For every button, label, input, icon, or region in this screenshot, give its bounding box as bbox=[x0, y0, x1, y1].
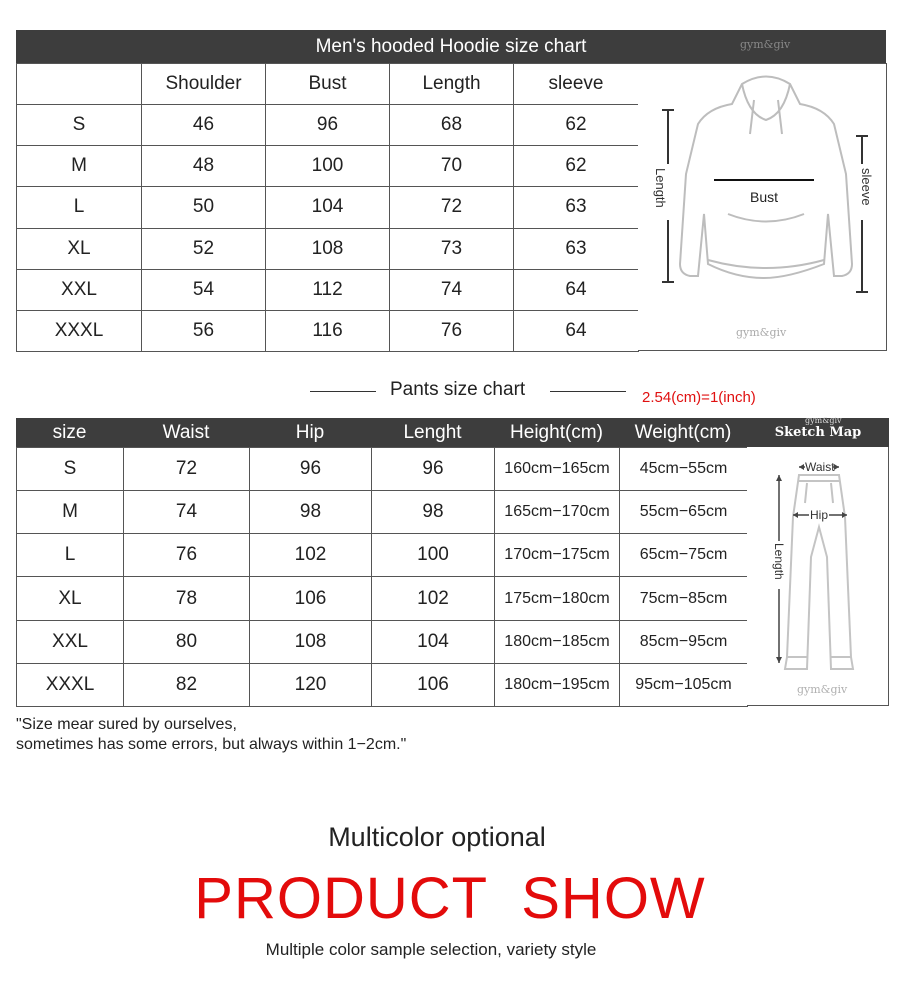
size-cell: XXL bbox=[17, 269, 142, 310]
measurement-cell: 100 bbox=[266, 146, 390, 187]
hoodie-sketch-svg bbox=[638, 64, 886, 351]
column-header-length: Lenght bbox=[403, 421, 462, 443]
measurement-cell: 63 bbox=[514, 187, 639, 228]
measurement-cell: 52 bbox=[142, 228, 266, 269]
measurement-cell: 62 bbox=[514, 105, 639, 146]
sketch-map-header bbox=[747, 418, 889, 447]
table-row bbox=[17, 146, 639, 187]
table-row bbox=[17, 620, 748, 663]
column-header-cell: Bust bbox=[266, 64, 390, 105]
measurement-cell: 96 bbox=[372, 448, 495, 491]
watermark-logo: gym&giv bbox=[740, 38, 791, 51]
measurement-cell: 108 bbox=[250, 620, 372, 663]
table-row bbox=[17, 534, 748, 577]
sleeve-label: sleeve bbox=[859, 168, 874, 206]
product-show-subcaption: Multiple color sample selection, variety style bbox=[265, 940, 597, 959]
measurement-cell: 170cm−175cm bbox=[495, 534, 620, 577]
pants-sketch-svg bbox=[747, 447, 888, 705]
measurement-cell: 75cm−85cm bbox=[620, 577, 748, 620]
measurement-cell: 106 bbox=[372, 663, 495, 706]
column-header-cell: sleeve bbox=[514, 64, 639, 105]
pants-table-header bbox=[16, 418, 747, 447]
column-header-hip: Hip bbox=[295, 421, 325, 443]
measurement-cell: 100 bbox=[372, 534, 495, 577]
measurement-note bbox=[16, 715, 406, 755]
size-cell: XL bbox=[17, 577, 124, 620]
column-header-weight: Weight(cm) bbox=[634, 421, 732, 443]
sketch-map-label: Sketch Map bbox=[774, 425, 862, 440]
length-label: Length bbox=[772, 543, 786, 580]
measurement-cell: 74 bbox=[124, 491, 250, 534]
table-row bbox=[17, 187, 639, 228]
measurement-cell: 106 bbox=[250, 577, 372, 620]
measurement-cell: 104 bbox=[372, 620, 495, 663]
measurement-cell: 72 bbox=[390, 187, 514, 228]
size-cell: S bbox=[17, 105, 142, 146]
column-header-cell: Length bbox=[390, 64, 514, 105]
measurement-cell: 120 bbox=[250, 663, 372, 706]
measurement-cell: 76 bbox=[390, 310, 514, 351]
measurement-cell: 116 bbox=[266, 310, 390, 351]
measurement-cell: 64 bbox=[514, 310, 639, 351]
size-cell: M bbox=[17, 491, 124, 534]
size-cell: L bbox=[17, 534, 124, 577]
measurement-cell: 78 bbox=[124, 577, 250, 620]
measurement-cell: 104 bbox=[266, 187, 390, 228]
measurement-cell: 45cm−55cm bbox=[620, 448, 748, 491]
size-cell: M bbox=[17, 146, 142, 187]
title-divider-left bbox=[310, 391, 376, 392]
measurement-cell: 96 bbox=[250, 448, 372, 491]
hoodie-chart-title bbox=[16, 30, 886, 63]
measurement-cell: 72 bbox=[124, 448, 250, 491]
measurement-cell: 165cm−170cm bbox=[495, 491, 620, 534]
measurement-cell: 98 bbox=[372, 491, 495, 534]
table-row bbox=[17, 577, 748, 620]
measurement-note-line-2: sometimes has some errors, but always within 1−2cm." bbox=[16, 736, 407, 753]
column-header-size: size bbox=[52, 421, 87, 443]
measurement-cell: 180cm−195cm bbox=[495, 663, 620, 706]
table-row bbox=[17, 491, 748, 534]
table-row bbox=[17, 228, 639, 269]
measurement-cell: 102 bbox=[250, 534, 372, 577]
measurement-cell: 70 bbox=[390, 146, 514, 187]
measurement-cell: 48 bbox=[142, 146, 266, 187]
measurement-cell: 98 bbox=[250, 491, 372, 534]
hoodie-sketch-image bbox=[638, 63, 887, 351]
measurement-cell: 65cm−75cm bbox=[620, 534, 748, 577]
measurement-cell: 63 bbox=[514, 228, 639, 269]
size-cell: L bbox=[17, 187, 142, 228]
measurement-cell: 82 bbox=[124, 663, 250, 706]
measurement-cell: 73 bbox=[390, 228, 514, 269]
measurement-cell: 62 bbox=[514, 146, 639, 187]
watermark-logo: gym&giv bbox=[797, 683, 848, 696]
unit-conversion-note: 2.54(cm)=1(inch) bbox=[642, 389, 756, 406]
measurement-cell: 85cm−95cm bbox=[620, 620, 748, 663]
measurement-cell: 112 bbox=[266, 269, 390, 310]
table-row bbox=[17, 310, 639, 351]
measurement-cell: 56 bbox=[142, 310, 266, 351]
measurement-cell: 102 bbox=[372, 577, 495, 620]
measurement-note-line-1: "Size mear sured by ourselves, bbox=[16, 716, 237, 733]
size-cell: XL bbox=[17, 228, 142, 269]
size-cell: S bbox=[17, 448, 124, 491]
pants-chart-title-row bbox=[310, 377, 630, 405]
pants-size-table bbox=[16, 447, 748, 707]
title-divider-right bbox=[550, 391, 626, 392]
watermark-logo: gym&giv bbox=[805, 416, 842, 425]
measurement-cell: 54 bbox=[142, 269, 266, 310]
measurement-cell: 64 bbox=[514, 269, 639, 310]
measurement-cell: 80 bbox=[124, 620, 250, 663]
size-cell: XXL bbox=[17, 620, 124, 663]
hoodie-size-table bbox=[16, 63, 639, 352]
table-row bbox=[17, 448, 748, 491]
hoodie-chart-title-text: Men's hooded Hoodie size chart bbox=[315, 35, 587, 57]
size-cell: XXXL bbox=[17, 310, 142, 351]
length-label: Length bbox=[653, 168, 668, 208]
measurement-cell: 108 bbox=[266, 228, 390, 269]
watermark-logo: gym&giv bbox=[736, 326, 787, 339]
table-row bbox=[17, 269, 639, 310]
product-show-headline: PRODUCT SHOW bbox=[194, 866, 706, 931]
measurement-cell: 175cm−180cm bbox=[495, 577, 620, 620]
column-header-height: Height(cm) bbox=[510, 421, 603, 443]
corner-cell bbox=[17, 64, 142, 105]
multicolor-heading: Multicolor optional bbox=[328, 822, 546, 852]
measurement-cell: 160cm−165cm bbox=[495, 448, 620, 491]
pants-sketch-image bbox=[747, 447, 889, 706]
measurement-cell: 96 bbox=[266, 105, 390, 146]
hoodie-header-row bbox=[17, 64, 639, 105]
measurement-cell: 55cm−65cm bbox=[620, 491, 748, 534]
pants-chart-title: Pants size chart bbox=[390, 379, 526, 400]
bust-label: Bust bbox=[750, 189, 779, 205]
measurement-cell: 46 bbox=[142, 105, 266, 146]
table-row bbox=[17, 105, 639, 146]
measurement-cell: 50 bbox=[142, 187, 266, 228]
table-row bbox=[17, 663, 748, 706]
measurement-cell: 74 bbox=[390, 269, 514, 310]
measurement-cell: 180cm−185cm bbox=[495, 620, 620, 663]
column-header-waist: Waist bbox=[162, 421, 210, 443]
measurement-cell: 95cm−105cm bbox=[620, 663, 748, 706]
column-header-cell: Shoulder bbox=[142, 64, 266, 105]
size-cell: XXXL bbox=[17, 663, 124, 706]
measurement-cell: 68 bbox=[390, 105, 514, 146]
measurement-cell: 76 bbox=[124, 534, 250, 577]
waist-label: Waist bbox=[805, 460, 835, 474]
hip-label: Hip bbox=[810, 508, 829, 522]
